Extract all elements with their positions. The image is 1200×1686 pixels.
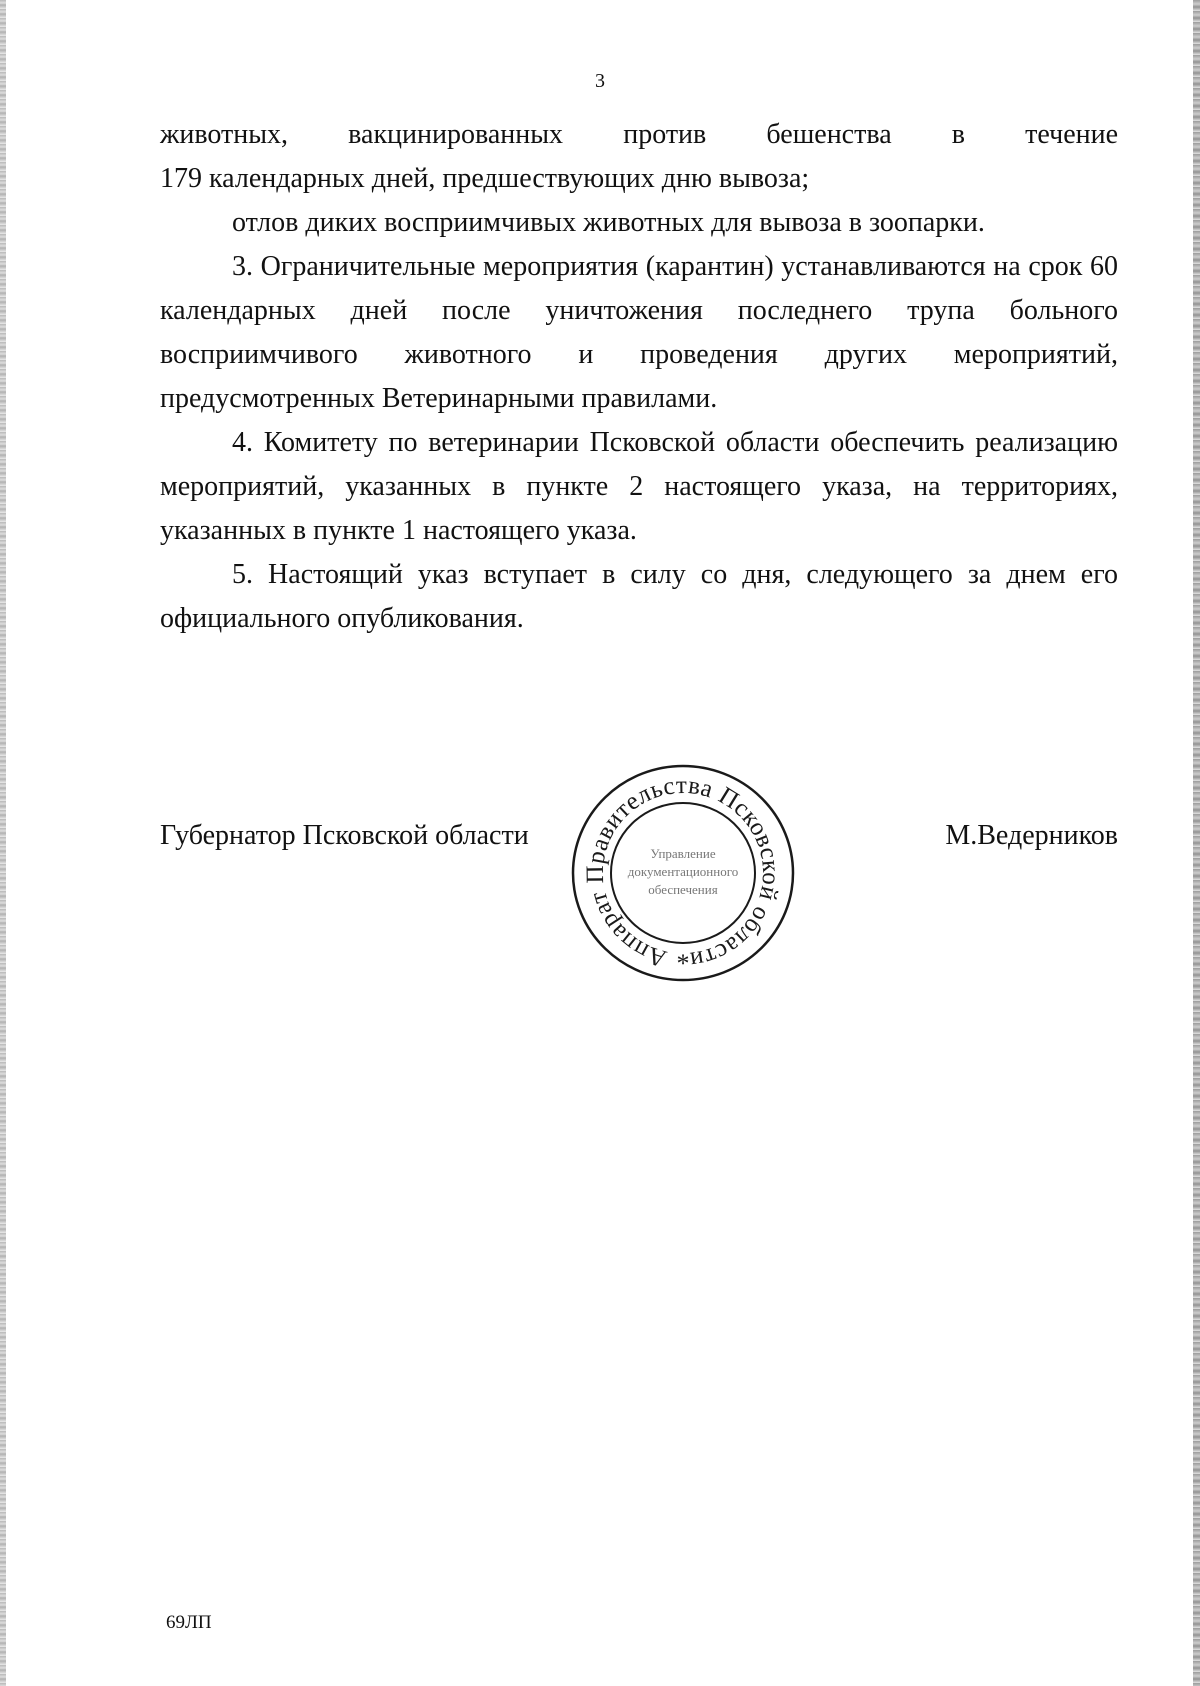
paragraph-3: 3. Ограничительные мероприятия (карантин) устанавливаются на срок 60 календарных дней после уничтожения последнего трупа больного восприимчивого животного и проведения других мероприятий, предусмотренных Ветеринарными правилами. xyxy=(160,251,1118,414)
document-code: 69ЛП xyxy=(166,1612,212,1633)
page-number: 3 xyxy=(595,70,605,92)
scan-edge-left xyxy=(0,0,6,1686)
paragraph-1-line-2: 179 календарных дней, предшествующих дню вывоза; xyxy=(160,163,810,194)
paragraph-2: отлов диких восприимчивых животных для вывоза в зоопарки. xyxy=(232,207,985,238)
signatory-position: Губернатор Псковской области xyxy=(160,820,529,851)
official-seal xyxy=(568,760,798,986)
seal-inner-line-2: документационного xyxy=(627,864,739,879)
seal-outer-text: Аппарат Правительства Псковской области xyxy=(581,771,785,974)
paragraph-5: 5. Настоящий указ вступает в силу со дня, следующего за днем его официального опубликования. xyxy=(160,559,1118,634)
seal-inner-line-3: обеспечения xyxy=(648,882,718,897)
paragraph-1 xyxy=(160,113,1118,201)
signatory-name: М.Ведерников xyxy=(945,820,1118,851)
seal-star-icon: * xyxy=(676,949,690,978)
scan-edge-right xyxy=(1193,0,1200,1686)
seal-inner-line-1: Управление xyxy=(650,846,716,861)
paragraph-4: 4. Комитету по ветеринарии Псковской области обеспечить реализацию мероприятий, указанных в пункте 2 настоящего указа, на территориях, указанных в пункте 1 настоящего указа. xyxy=(160,427,1118,546)
paragraph-1-line-1: животных, вакцинированных против бешенства в течение xyxy=(160,119,1119,150)
document-body xyxy=(160,113,1118,641)
